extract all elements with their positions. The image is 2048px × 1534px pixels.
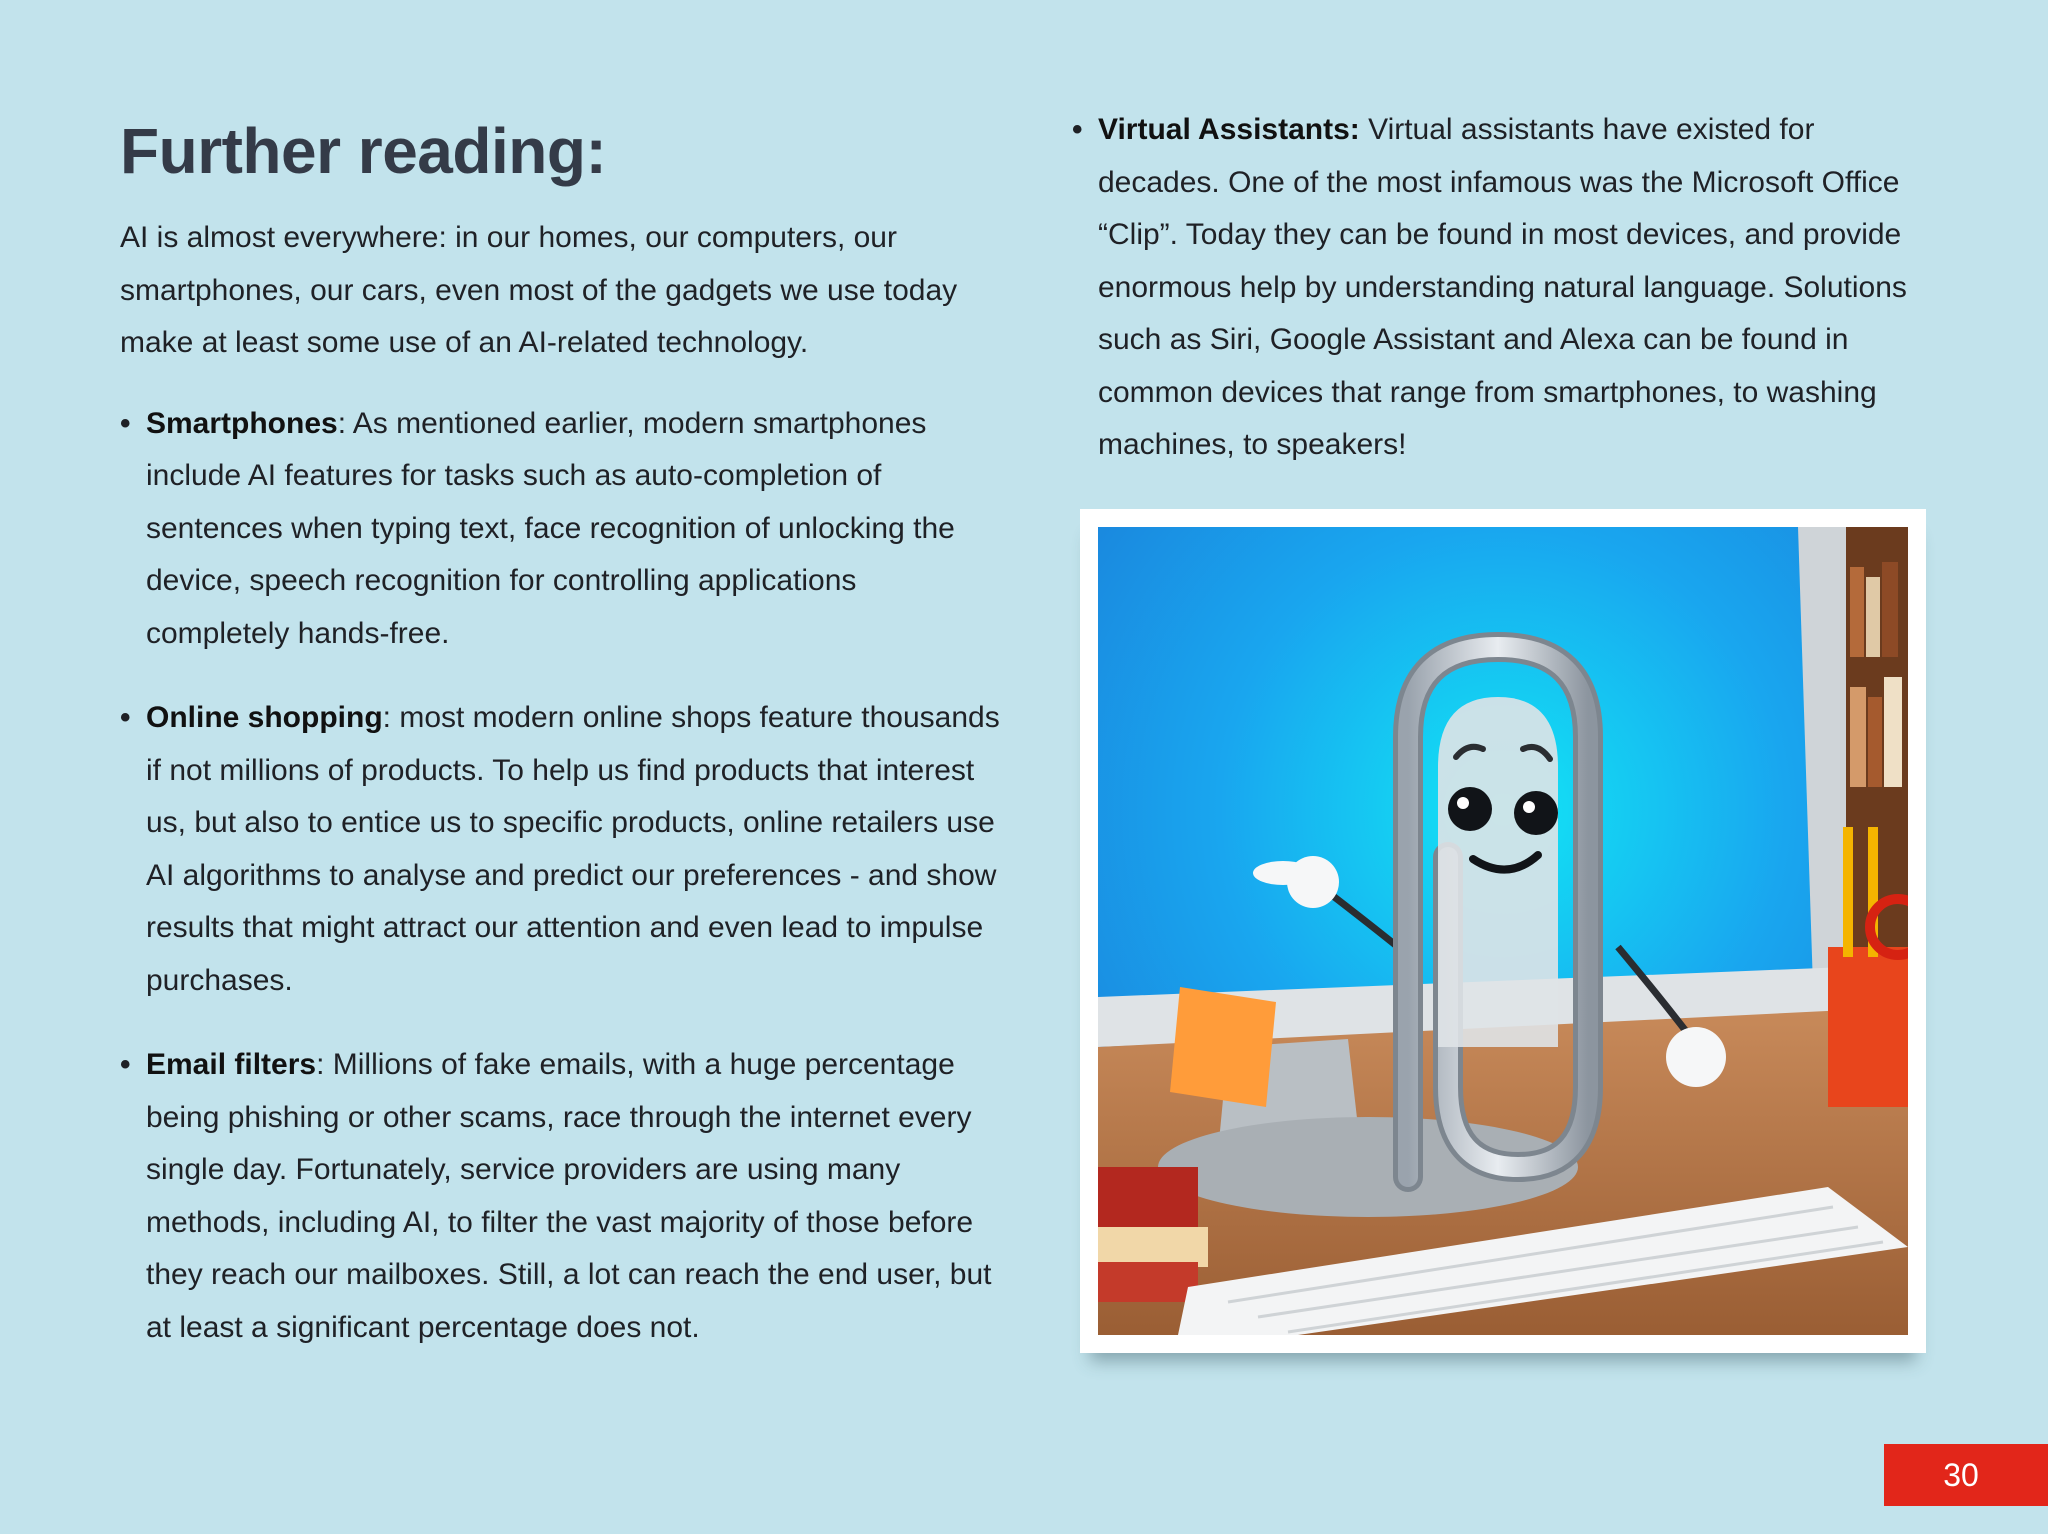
bullet-separator: :	[382, 701, 391, 734]
bullet-separator: :	[337, 406, 347, 440]
page-number: 30	[1884, 1444, 2048, 1506]
bullet-term: Online shopping	[146, 701, 383, 734]
paperclip-assistant-photo-frame	[1080, 509, 1926, 1353]
bullet-icon: •	[120, 1048, 131, 1081]
intro-paragraph: AI is almost everywhere: in our homes, our computers, our smartphones, our cars, even most of the gadgets we use today make at least some use of an AI-related technology.	[120, 221, 958, 359]
list-item	[120, 1039, 1000, 1354]
bullet-icon: •	[1072, 113, 1083, 146]
bullet-list	[1072, 104, 1932, 472]
list-item	[120, 692, 1000, 1007]
bullet-icon: •	[120, 701, 131, 734]
paperclip-assistant-photo	[1098, 527, 1908, 1335]
page-title: Further reading:	[120, 115, 607, 187]
bullet-term: Smartphones	[146, 406, 338, 440]
paperclip-illustration	[1098, 527, 1908, 1335]
bullet-term: Email filters	[146, 1048, 317, 1081]
bullet-separator: :	[316, 1048, 325, 1081]
right-column	[1072, 104, 1932, 472]
bullet-text: Virtual assistants have existed for decades. One of the most infamous was the Microsoft Office “Clip”. Today they can be found in most devices, and provide enormous help by understanding natural language. Solutions such as Siri, Google Assistant and Alexa can be found in common devices that range from smartphones, to washing machines, to speakers!	[1098, 113, 1907, 461]
list-item	[1072, 104, 1932, 472]
bullet-text: most modern online shops feature thousands if not millions of products. To help us find products that interest us, but also to entice us to specific products, online retailers use AI algorithms to analyse and predict our preferences - and show results that might attract our attention and even lead to impulse purchases.	[146, 701, 1000, 997]
list-item	[120, 398, 1000, 661]
left-column	[120, 112, 1000, 1386]
bullet-list	[120, 398, 1000, 1355]
bullet-text: As mentioned earlier, modern smartphones include AI features for tasks such as auto-completion of sentences when typing text, face recognition of unlocking the device, speech recognition for controlling applications completely hands-free.	[146, 406, 955, 650]
bullet-text: Millions of fake emails, with a huge percentage being phishing or other scams, race through the internet every single day. Fortunately, service providers are using many methods, including AI, to filter the vast majority of those before they reach our mailboxes. Still, a lot can reach the end user, but at least a significant percentage does not.	[146, 1048, 992, 1344]
bullet-icon: •	[120, 406, 131, 440]
bullet-term: Virtual Assistants:	[1098, 113, 1360, 146]
